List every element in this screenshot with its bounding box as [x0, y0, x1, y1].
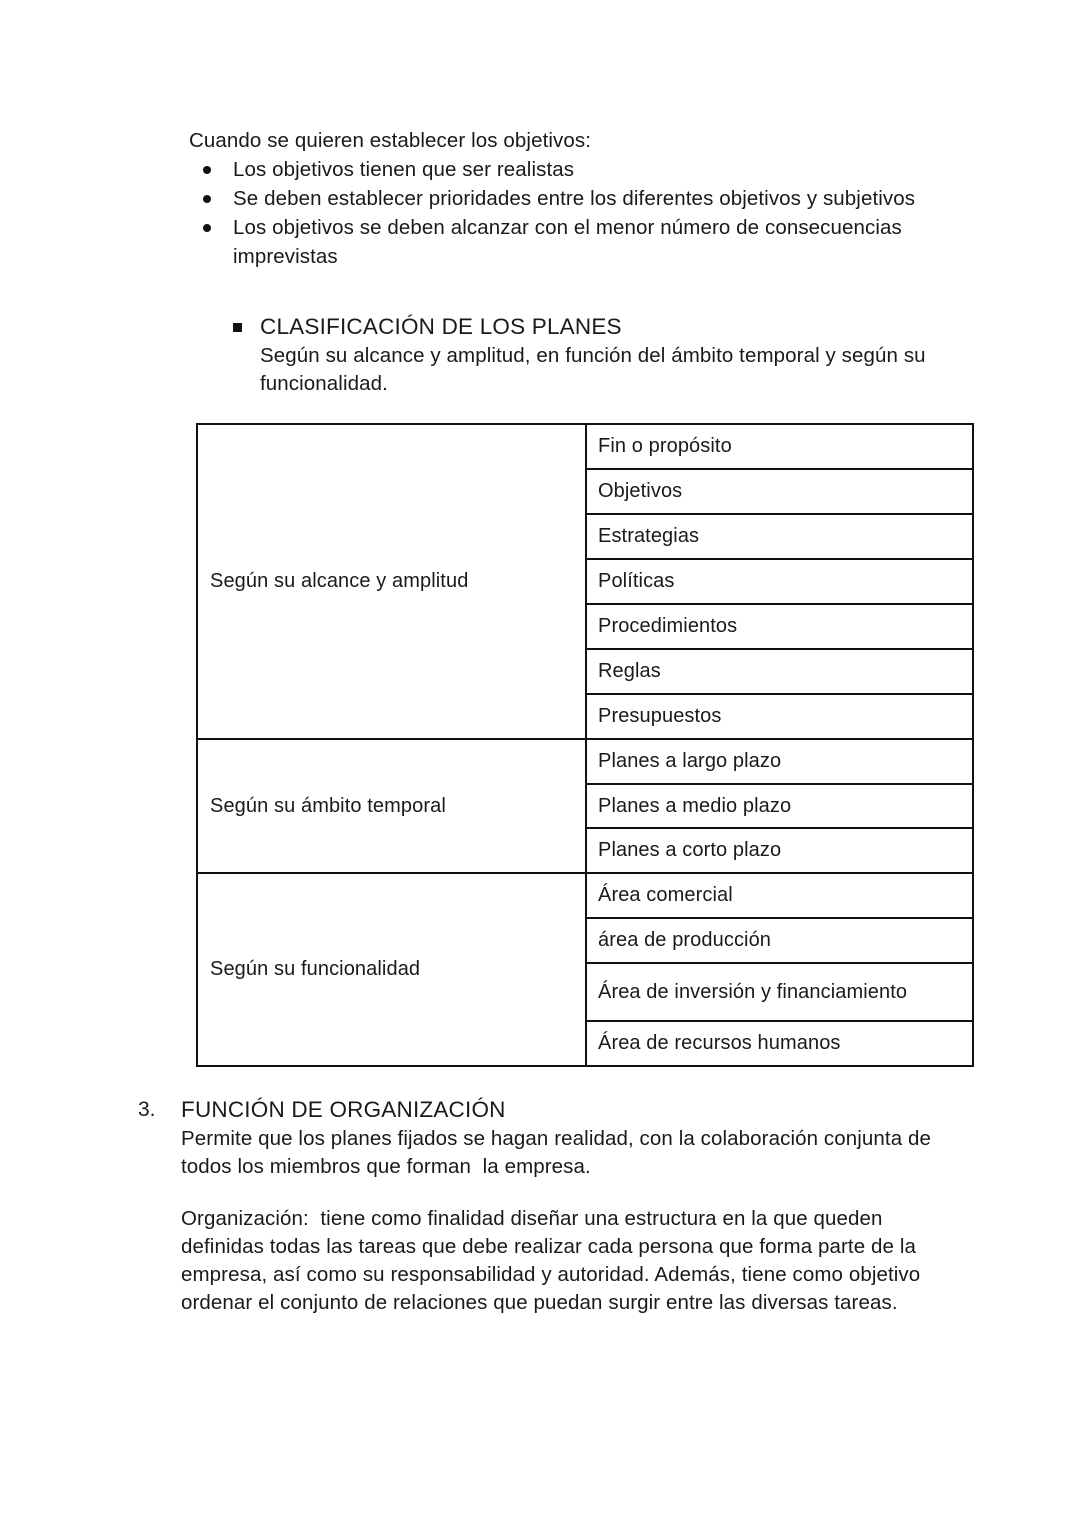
table-cell-item: Área de inversión y financiamiento: [586, 963, 973, 1021]
list-item-label: Se deben establecer prioridades entre los diferentes objetivos y subjetivos: [233, 187, 916, 210]
table-cell-item: Reglas: [586, 649, 973, 694]
table-cell-item: Área comercial: [586, 873, 973, 918]
table-row: [197, 873, 973, 918]
table-cell-item: Planes a largo plazo: [586, 739, 973, 784]
list-item-label: Los objetivos tienen que ser realistas: [233, 158, 575, 181]
table-cell-item: Estrategias: [586, 514, 973, 559]
classification-table: [196, 423, 974, 1067]
table-cell-item: Presupuestos: [586, 694, 973, 739]
intro-block: [189, 126, 949, 271]
table-cell-item: Planes a medio plazo: [586, 784, 973, 828]
section-funcion-organizacion: [138, 1095, 938, 1317]
intro-lead-text: Cuando se quieren establecer los objetivos:: [189, 129, 592, 152]
bullet-dot-icon: [203, 224, 211, 232]
bullet-dot-icon: [203, 166, 211, 174]
objectives-bullet-list: [189, 155, 949, 271]
list-item: [189, 213, 949, 271]
section-number: 3.: [138, 1098, 156, 1121]
table-cell-item: Fin o propósito: [586, 424, 973, 469]
bullet-dot-icon: [203, 195, 211, 203]
section-paragraph-1: Permite que los planes fijados se hagan realidad, con la colaboración conjunta de todos los miembros que forman la empresa.: [181, 1127, 937, 1178]
table-row: [197, 739, 973, 784]
section-heading: [233, 312, 953, 342]
table-cell-category: Según su funcionalidad: [197, 873, 586, 1066]
list-item: [189, 155, 949, 184]
section-heading-label: CLASIFICACIÓN DE LOS PLANES: [260, 314, 622, 339]
section-subtitle: Según su alcance y amplitud, en función del ámbito temporal y según su funcionalidad.: [260, 344, 926, 395]
list-item: [189, 184, 949, 213]
section-title: FUNCIÓN DE ORGANIZACIÓN: [181, 1097, 506, 1122]
section-clasificacion-planes: [233, 312, 953, 398]
table-cell-item: Políticas: [586, 559, 973, 604]
table-cell-item: área de producción: [586, 918, 973, 963]
section-paragraph-2: Organización: tiene como finalidad diseñar una estructura en la que queden definidas todas las tareas que debe realizar cada persona que forma parte de la empresa, así como su responsabilidad y autoridad. Además, tiene como objetivo ordenar el conjunto de relaciones que puedan surgir entre las diversas tareas.: [181, 1207, 927, 1314]
table-cell-category: Según su alcance y amplitud: [197, 424, 586, 739]
table-cell-item: Procedimientos: [586, 604, 973, 649]
table-cell-item: Planes a corto plazo: [586, 828, 973, 873]
table-cell-item: Objetivos: [586, 469, 973, 514]
table-row: [197, 424, 973, 469]
list-item-label: Los objetivos se deben alcanzar con el menor número de consecuencias imprevistas: [233, 216, 902, 268]
table-cell-item: Área de recursos humanos: [586, 1021, 973, 1066]
numbered-heading-row: [138, 1095, 938, 1317]
table-cell-category: Según su ámbito temporal: [197, 739, 586, 873]
square-bullet-icon: [233, 323, 242, 332]
